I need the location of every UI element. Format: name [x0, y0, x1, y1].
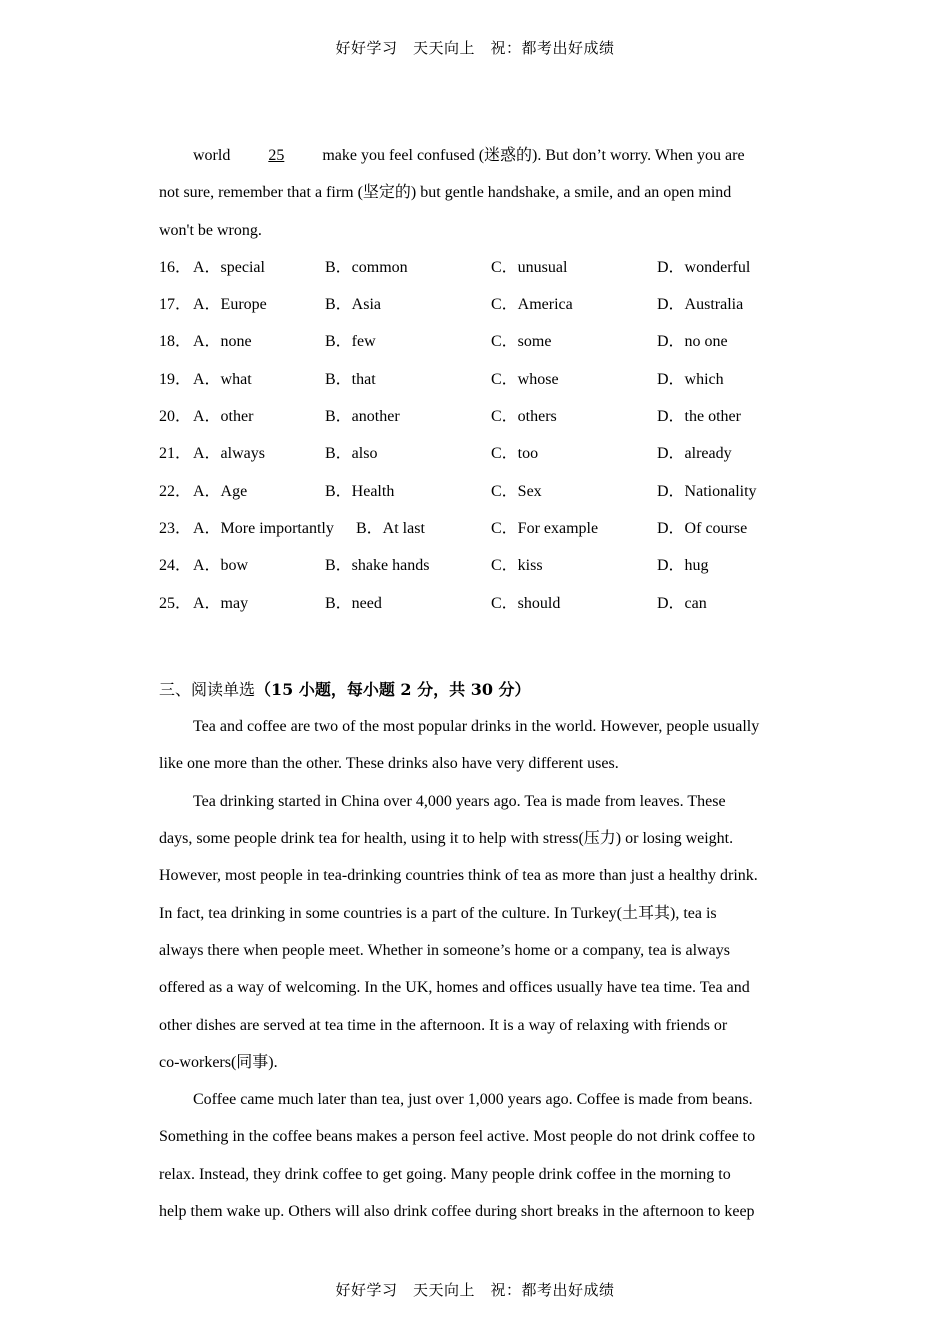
question-number: 17． [159, 296, 192, 314]
option-b: B．few [325, 333, 376, 351]
paragraph-line: offered as a way of welcoming. In the UK, homes and offices usually have tea time. Tea and [159, 979, 750, 997]
option-c: C．whose [491, 370, 559, 388]
question-row-24 [159, 547, 791, 584]
question-row-21 [159, 435, 791, 472]
question-number: 19． [159, 370, 192, 388]
option-a: A．special [193, 258, 265, 276]
reading-paragraph-2 [159, 783, 791, 1081]
option-d: D．which [657, 370, 724, 388]
paragraph-line: relax. Instead, they drink coffee to get going. Many people drink coffee in the morning to [159, 1165, 731, 1183]
question-number: 16． [159, 258, 192, 276]
option-b: B．Health [325, 482, 395, 500]
question-row-20 [159, 398, 791, 435]
option-d: D．Of course [657, 519, 748, 537]
paragraph-line: Something in the coffee beans makes a person feel active. Most people do not drink coffee to [159, 1128, 756, 1146]
option-d: D．already [657, 445, 732, 463]
option-c: C．For example [491, 519, 599, 537]
option-d: D．the other [657, 408, 741, 426]
option-a: A．what [193, 370, 252, 388]
option-a: A．bow [193, 557, 249, 575]
option-d: D．no one [657, 333, 728, 351]
option-b: B．At last [356, 519, 425, 537]
option-c: C．America [491, 296, 573, 314]
paragraph-line: Tea and coffee are two of the most popular drinks in the world. However, people usually [193, 718, 760, 736]
option-b: B．common [325, 258, 408, 276]
option-a: A．Europe [193, 296, 267, 314]
question-number: 25． [159, 594, 192, 612]
cloze-blank-25: 25 [268, 147, 285, 164]
option-a: A．other [193, 408, 254, 426]
option-d: D．wonderful [657, 258, 751, 276]
option-c: C．should [491, 594, 561, 612]
option-b: B．shake hands [325, 557, 430, 575]
question-row-25 [159, 585, 791, 622]
question-number: 24． [159, 557, 192, 575]
paragraph-line: days, some people drink tea for health, using it to help with stress(压力) or losing weight. [159, 830, 734, 848]
paragraph-line: help them wake up. Others will also drink coffee during short breaks in the afternoon to keep [159, 1203, 755, 1221]
question-row-18 [159, 323, 791, 360]
question-number: 21． [159, 445, 192, 463]
paragraph-line: like one more than the other. These drinks also have very different uses. [159, 755, 619, 773]
page-header: 好好学习 天天向上 祝：都考出好成绩 [335, 39, 615, 57]
question-number: 23． [159, 519, 192, 537]
question-number: 18． [159, 333, 192, 351]
paragraph-line: always there when people meet. Whether in someone’s home or a company, tea is always [159, 941, 730, 959]
document-body [159, 137, 791, 1230]
section-detail: （15 小题，每小题 2 分，共 30 分） [255, 679, 531, 699]
paragraph-line: In fact, tea drinking in some countries is a part of the culture. In Turkey(土耳其), tea is [159, 904, 717, 922]
paragraph-line: co-workers(同事). [159, 1053, 278, 1071]
option-b: B．also [325, 445, 378, 463]
option-a: A．none [193, 333, 252, 351]
question-row-19 [159, 361, 791, 398]
option-b: B．Asia [325, 296, 382, 314]
question-row-23 [159, 510, 791, 547]
cloze-line-1 [159, 137, 791, 174]
question-row-22 [159, 473, 791, 510]
cloze-text-before: world [193, 147, 235, 164]
option-d: D．can [657, 594, 707, 612]
section-label: 三、阅读单选 [159, 679, 256, 699]
paragraph-line: Coffee came much later than tea, just over 1,000 years ago. Coffee is made from beans. [193, 1091, 753, 1109]
option-c: C．kiss [491, 557, 543, 575]
cloze-line-3: won't be wrong. [159, 221, 262, 239]
option-c: C．Sex [491, 482, 542, 500]
option-d: D．Nationality [657, 482, 757, 500]
paragraph-line: However, most people in tea-drinking countries think of tea as more than just a healthy drink. [159, 867, 758, 885]
option-a: A．may [193, 594, 249, 612]
option-c: C．too [491, 445, 539, 463]
question-row-16 [159, 249, 791, 286]
option-c: C．others [491, 408, 557, 426]
option-d: D．hug [657, 557, 709, 575]
paragraph-line: other dishes are served at tea time in the afternoon. It is a way of relaxing with friends or [159, 1016, 728, 1034]
section-heading [159, 671, 791, 708]
option-b: B．that [325, 370, 376, 388]
option-b: B．another [325, 408, 400, 426]
option-a: A．More importantly [193, 519, 334, 537]
option-b: B．need [325, 594, 382, 612]
option-a: A．always [193, 445, 265, 463]
reading-paragraph-3 [159, 1081, 791, 1230]
option-c: C．some [491, 333, 552, 351]
cloze-text-after: make you feel confused (迷惑的). But don’t worry. When you are [318, 147, 745, 164]
reading-paragraph-1 [159, 708, 791, 783]
paragraph-line: Tea drinking started in China over 4,000 years ago. Tea is made from leaves. These [193, 792, 726, 810]
question-number: 22． [159, 482, 192, 500]
option-d: D．Australia [657, 296, 744, 314]
option-a: A．Age [193, 482, 248, 500]
question-number: 20． [159, 408, 192, 426]
question-options-list [159, 249, 791, 622]
question-row-17 [159, 286, 791, 323]
option-c: C．unusual [491, 258, 568, 276]
page-footer: 好好学习 天天向上 祝：都考出好成绩 [335, 1281, 615, 1299]
cloze-line-2: not sure, remember that a firm (坚定的) but gentle handshake, a smile, and an open mind [159, 184, 732, 202]
